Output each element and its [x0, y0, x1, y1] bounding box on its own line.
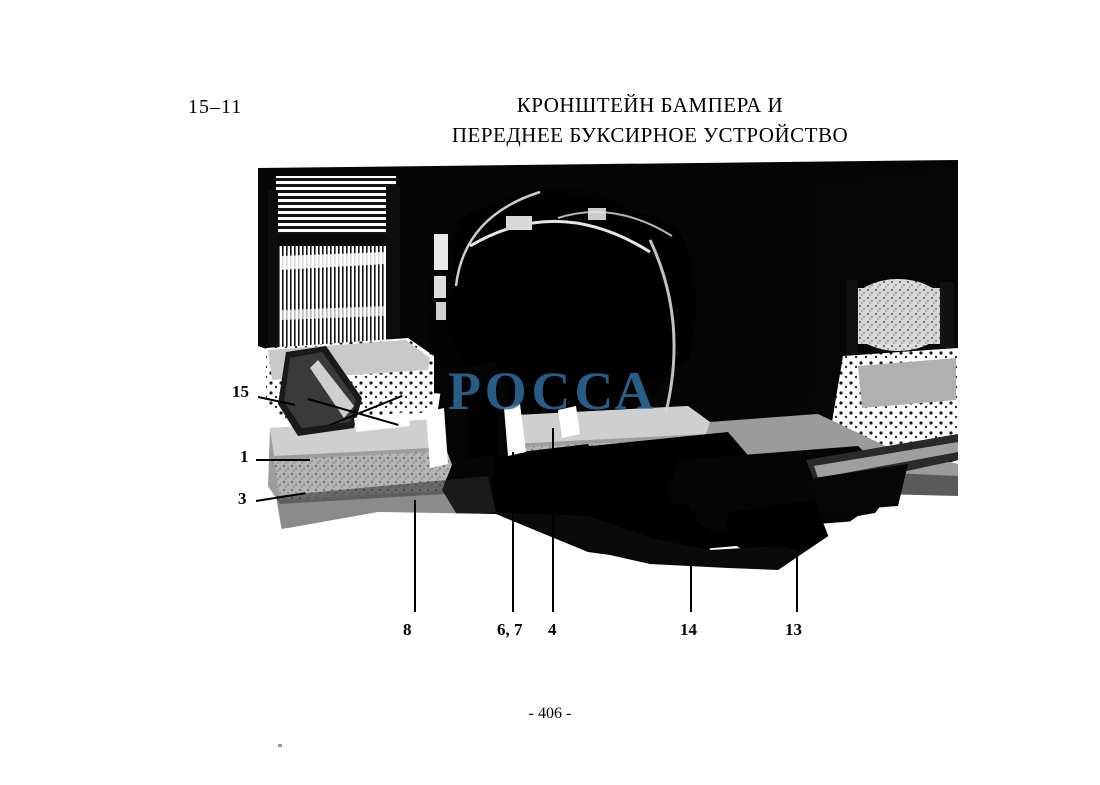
figure-photo	[258, 160, 958, 600]
paper-speck	[278, 744, 282, 747]
watermark-text: РОССА	[448, 361, 658, 421]
page-title-line-1: КРОНШТЕЙН БАМПЕРА И	[516, 93, 784, 117]
callout-label-3: 3	[238, 489, 247, 508]
callout-label-4: 4	[548, 620, 557, 639]
page-number: - 406 -	[528, 705, 572, 722]
callout-label-15: 15	[232, 382, 249, 401]
leader-line-13	[796, 508, 798, 612]
page-title	[300, 90, 1000, 150]
callout-label-1: 1	[240, 447, 249, 466]
leader-line-6-7	[512, 452, 514, 612]
leader-line-8	[414, 500, 416, 612]
section-number: 15–11	[188, 96, 243, 118]
page-title-line-2: ПЕРЕДНЕЕ БУКСИРНОЕ УСТРОЙСТВО	[451, 123, 849, 147]
leader-line-14	[690, 566, 692, 612]
callout-label-8: 8	[403, 620, 412, 639]
callout-label-14: 14	[680, 620, 697, 639]
callout-label-6-7: 6, 7	[497, 620, 523, 639]
leader-line-4	[552, 428, 554, 612]
figure-photo-container	[258, 160, 958, 600]
leader-line-1	[256, 459, 310, 461]
callout-label-13: 13	[785, 620, 802, 639]
